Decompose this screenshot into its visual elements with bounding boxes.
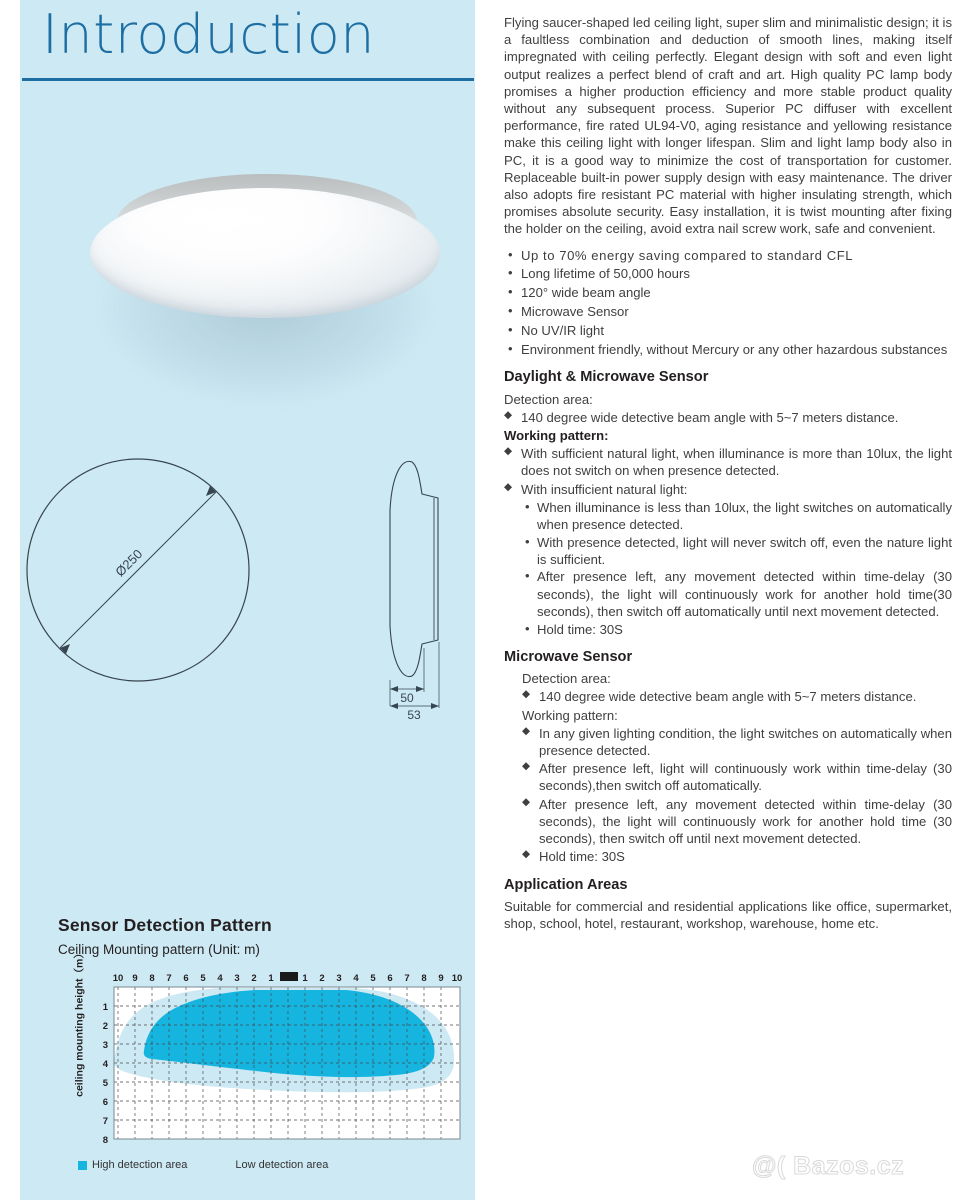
svg-text:10: 10 (451, 973, 463, 984)
daylight-sub-list (504, 499, 952, 638)
svg-text:9: 9 (438, 973, 444, 984)
sensor-detection-block (56, 915, 476, 1178)
list-item: • Microwave Sensor (504, 303, 952, 321)
dim-50-label: 50 (400, 691, 414, 705)
microwave-working-label: Working pattern: (522, 707, 618, 723)
microwave-working-item: ◆ Hold time: 30S (522, 848, 952, 865)
svg-text:8: 8 (421, 973, 427, 984)
chart-title: Sensor Detection Pattern (58, 915, 272, 935)
microwave-working-item: ◆ After presence left, any movement detected within time-delay (30 seconds), the light will continuously work for another hold time (30 seconds), then switch off until next movement detected. (522, 796, 952, 848)
sensor-marker (280, 972, 298, 981)
daylight-detection-label: Detection area: (504, 391, 593, 407)
section-heading-microwave: Microwave Sensor (504, 649, 633, 666)
svg-text:6: 6 (387, 973, 393, 984)
svg-text:1: 1 (102, 1002, 108, 1013)
top-view-drawing (27, 459, 249, 681)
title-underline (22, 78, 474, 81)
svg-text:1: 1 (302, 973, 308, 984)
drawings-svg (20, 440, 475, 760)
svg-text:1: 1 (268, 973, 274, 984)
svg-text:3: 3 (102, 1040, 108, 1051)
intro-paragraph: Flying saucer-shaped led ceiling light, super slim and minimalistic design; it is a faultless combination and deduction of smooth lines, making itself impregnated with ceiling perfectly. Elegant design with soft and even light output realizes a perfect blend of craft and art. High quality PC lamp body promises a higher production efficiency and more stable product quality without any subsequent process. Superior PC diffuser with excellent performance, fire rated UL94-V0, aging resistance and yellowing resistance make this ceiling light with longer lifespan. Slim and light lamp body also in PC, it is a good way to minimize the cost of transportation for customer. Replaceable built-in power supply design with easy maintenance. The driver also adopts fire resistant PC material with higher insulating strength, which promises absolute security. Easy installation, it is twist mounting after fixing the holder on the ceiling, avoid extra nail screw work, safe and convenient. (504, 15, 952, 237)
diameter-label: Ø250 (112, 546, 146, 580)
product-photo (60, 150, 460, 380)
svg-text:2: 2 (319, 973, 325, 984)
list-item: • After presence left, any movement detected within time-delay (30 seconds), the light will continuously work for another hold time(30 seconds), then switch off automatically until next movement detected. (522, 568, 952, 620)
application-text: Suitable for commercial and residential applications like office, supermarket, shop, school, hotel, restaurant, workshop, warehouse, home etc. (504, 898, 952, 931)
svg-text:9: 9 (132, 973, 138, 984)
svg-text:4: 4 (353, 973, 359, 984)
chart-legend (78, 1159, 328, 1171)
legend-label-low: Low detection area (235, 1159, 329, 1171)
svg-text:5: 5 (102, 1078, 108, 1089)
legend-item-low (221, 1159, 328, 1171)
svg-text:5: 5 (370, 973, 376, 984)
side-view-drawing (390, 461, 439, 722)
svg-text:3: 3 (234, 973, 240, 984)
legend-swatch-low-icon (221, 1161, 230, 1170)
microwave-working-item: ◆ After presence left, light will continuously work within time-delay (30 seconds),then switch off automatically. (522, 760, 952, 794)
svg-text:7: 7 (404, 973, 410, 984)
dim-53-label: 53 (407, 708, 421, 722)
feature-list (504, 247, 952, 359)
left-blue-panel (20, 0, 475, 1200)
list-item: • Long lifetime of 50,000 hours (504, 265, 952, 283)
svg-text:8: 8 (149, 973, 155, 984)
microwave-working-item: ◆ In any given lighting condition, the light switches on automatically when presence detected. (522, 725, 952, 759)
microwave-detection-label: Detection area: (522, 671, 611, 687)
lamp-highlight (132, 202, 332, 244)
list-item: • Hold time: 30S (522, 621, 952, 638)
chart-y-axis-label: ceiling mounting height（m） (73, 948, 86, 1097)
svg-text:3: 3 (336, 973, 342, 984)
list-item: • With presence detected, light will never switch off, even the nature light is sufficient. (522, 534, 952, 569)
daylight-working-label: Working pattern: (504, 428, 609, 444)
svg-text:5: 5 (200, 973, 206, 984)
page-title-wrap (42, 4, 452, 66)
svg-text:4: 4 (102, 1059, 108, 1070)
list-item: • No UV/IR light (504, 322, 952, 340)
list-item: • When illuminance is less than 10lux, the light switches on automatically when presence detected. (522, 499, 952, 534)
list-item: • Up to 70% energy saving compared to standard CFL (504, 247, 952, 265)
svg-text:8: 8 (102, 1135, 108, 1146)
svg-text:6: 6 (183, 973, 189, 984)
daylight-detection-item: ◆ 140 degree wide detective beam angle with 5~7 meters distance. (504, 409, 952, 426)
svg-text:6: 6 (102, 1097, 108, 1108)
daylight-working-item: ◆ With insufficient natural light: (504, 481, 952, 498)
section-heading-daylight: Daylight & Microwave Sensor (504, 369, 709, 386)
y-tick-labels (103, 1002, 109, 1146)
detection-areas (114, 988, 454, 1092)
svg-text:10: 10 (112, 973, 124, 984)
page-title: Introduction (42, 3, 376, 66)
svg-text:4: 4 (217, 973, 223, 984)
detection-chart-svg (56, 963, 476, 1163)
list-item: • Environment friendly, without Mercury or any other hazardous substances (504, 341, 952, 359)
technical-drawings (20, 440, 475, 760)
svg-text:2: 2 (102, 1021, 108, 1032)
microwave-detection-item: ◆ 140 degree wide detective beam angle with 5~7 meters distance. (522, 688, 952, 705)
list-item: • 120° wide beam angle (504, 284, 952, 302)
content-column (504, 14, 952, 941)
daylight-working-item: ◆ With sufficient natural light, when illuminance is more than 10lux, the light does not switch on when presence detected. (504, 445, 952, 479)
section-heading-application: Application Areas (504, 876, 628, 893)
bazos-watermark: @( Bazos.cz (752, 1152, 905, 1180)
svg-text:7: 7 (166, 973, 172, 984)
svg-text:7: 7 (102, 1116, 108, 1127)
chart-subtitle: Ceiling Mounting pattern (Unit: m) (58, 942, 260, 957)
svg-text:2: 2 (251, 973, 257, 984)
legend-swatch-high-icon (78, 1161, 87, 1170)
legend-item-high (78, 1159, 187, 1171)
legend-label-high: High detection area (92, 1159, 188, 1171)
